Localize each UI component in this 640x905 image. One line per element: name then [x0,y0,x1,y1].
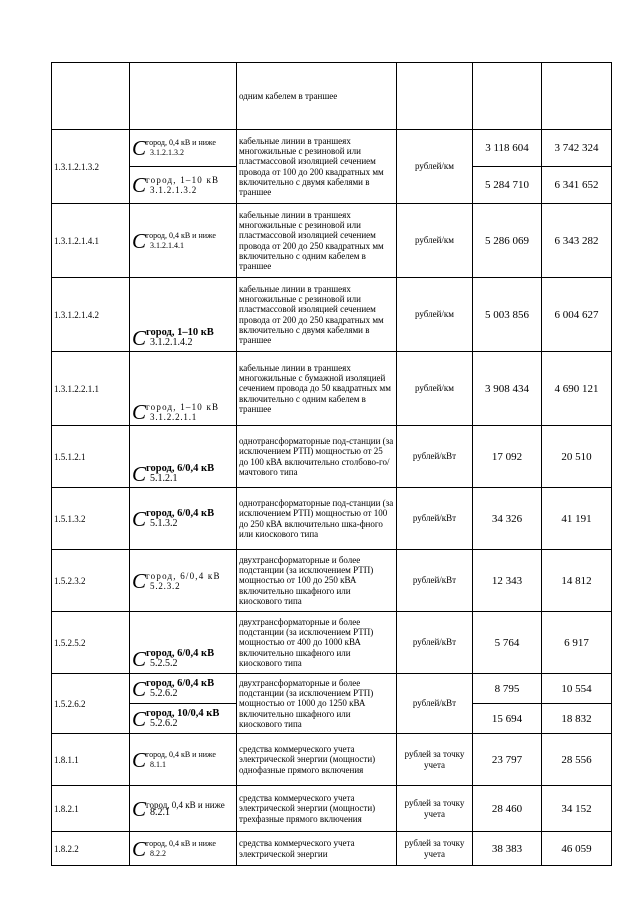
row-unit: рублей/кВт [397,550,473,612]
tariff-table [51,62,612,866]
row-value-1: 23 797 [473,734,542,786]
row-description: одним кабелем в траншее [237,63,397,130]
row-code: 1.8.2.2 [52,832,130,866]
row-value-2: 6 343 282 [542,204,612,278]
row-code: 1.3.1.2.1.4.2 [52,278,130,352]
row-value-1: 38 383 [473,832,542,866]
row-value-1: 5 286 069 [473,204,542,278]
row-value-2: 4 690 121 [542,352,612,426]
row-unit: рублей/кВт [397,612,473,674]
row-value-2: 28 556 [542,734,612,786]
rate-symbol: С город, 1–10 кВ 3.1.2.2.1.1 [130,352,237,426]
table-row [52,63,612,130]
rate-symbol: С город, 10/0,4 кВ 5.2.6.2 [130,704,237,734]
rate-symbol: С город, 1–10 кВ 3.1.2.1.4.2 [130,278,237,352]
rate-symbol: С город, 0,4 кВ и ниже 3.1.2.1.3.2 [130,130,237,167]
row-code: 1.5.1.3.2 [52,488,130,550]
table-row [52,786,612,832]
table-row [52,734,612,786]
row-unit: рублей за точку учета [397,734,473,786]
rate-symbol: С город, 1–10 кВ 3.1.2.1.3.2 [130,167,237,204]
rate-symbol: С город, 6/0,4 кВ 5.2.3.2 [130,550,237,612]
row-value-1: 12 343 [473,550,542,612]
rate-symbol: С город, 0,4 кВ и ниже 8.2.1 [130,786,237,832]
row-code: 1.8.1.1 [52,734,130,786]
row-unit: рублей/кВт [397,674,473,734]
row-code: 1.5.1.2.1 [52,426,130,488]
row-value-2: 14 812 [542,550,612,612]
row-description: двухтрансформаторные и более подстанции (за исключением РТП) мощностью от 100 до 250 кВА включительно шкафного или киоскового типа [237,550,397,612]
row-unit: рублей/км [397,278,473,352]
table-row [52,612,612,674]
row-code: 1.3.1.2.1.4.1 [52,204,130,278]
row-value-1: 34 326 [473,488,542,550]
row-description: кабельные линии в траншеях многожильные с резиновой или пластмассовой изоляцией сечением провода от 200 до 250 квадратных мм включительно с двумя кабелями в траншее [237,278,397,352]
row-value-1: 28 460 [473,786,542,832]
row-value-1: 3 908 434 [473,352,542,426]
row-value-2: 6 004 627 [542,278,612,352]
row-value-1: 5 764 [473,612,542,674]
row-unit [397,63,473,130]
row-description: двухтрансформаторные и более подстанции (за исключением РТП) мощностью от 400 до 1000 кВА включительно шкафного или киоскового типа [237,612,397,674]
row-unit: рублей за точку учета [397,786,473,832]
row-value-1: 17 092 [473,426,542,488]
row-value-1: 8 795 [473,674,542,704]
row-value-2: 20 510 [542,426,612,488]
rate-symbol: С город, 0,4 кВ и ниже 3.1.2.1.4.1 [130,204,237,278]
row-value-2: 18 832 [542,704,612,734]
row-description: кабельные линии в траншеях многожильные с резиновой или пластмассовой изоляцией сечением провода от 100 до 200 квадратных мм включительно с двумя кабелями в траншее [237,130,397,204]
row-code [52,63,130,130]
row-description: средства коммерческого учета электрической энергии (мощности) трехфазные прямого включения [237,786,397,832]
table-row [52,550,612,612]
row-unit: рублей за точку учета [397,832,473,866]
row-unit: рублей/км [397,352,473,426]
row-description: кабельные линии в траншеях многожильные с бумажной изоляцией сечением провода до 50 квадратных мм включительно с одним кабелем в траншее [237,352,397,426]
row-value-1: 5 284 710 [473,167,542,204]
row-value-1 [473,63,542,130]
row-value-2: 46 059 [542,832,612,866]
row-value-2: 10 554 [542,674,612,704]
table-row [52,674,612,704]
table-row [52,204,612,278]
row-value-1: 5 003 856 [473,278,542,352]
row-description: однотрансформаторные под-станции (за исключением РТП) мощностью от 25 до 100 кВА включительно столбово-го/мачтового типа [237,426,397,488]
table-row [52,278,612,352]
row-value-1: 3 118 604 [473,130,542,167]
row-code: 1.3.1.2.1.3.2 [52,130,130,204]
row-value-2 [542,63,612,130]
rate-symbol: С город, 6/0,4 кВ 5.1.3.2 [130,488,237,550]
table-row [52,488,612,550]
table-row [52,426,612,488]
row-code: 1.3.1.2.2.1.1 [52,352,130,426]
rate-symbol: С город, 6/0,4 кВ 5.2.5.2 [130,612,237,674]
table-row [52,130,612,167]
table-row [52,352,612,426]
row-code: 1.5.2.6.2 [52,674,130,734]
row-unit: рублей/км [397,130,473,204]
rate-symbol [130,63,237,130]
row-code: 1.5.2.3.2 [52,550,130,612]
row-value-2: 6 341 652 [542,167,612,204]
row-unit: рублей/кВт [397,426,473,488]
row-value-2: 3 742 324 [542,130,612,167]
row-value-1: 15 694 [473,704,542,734]
rate-symbol: С город, 0,4 кВ и ниже 8.1.1 [130,734,237,786]
row-code: 1.8.2.1 [52,786,130,832]
row-description: средства коммерческого учета электрической энергии [237,832,397,866]
row-value-2: 34 152 [542,786,612,832]
row-description: однотрансформаторные под-станции (за исключением РТП) мощностью от 100 до 250 кВА включительно шка-фного или киоскового типа [237,488,397,550]
rate-symbol: С город, 0,4 кВ и ниже 8.2.2 [130,832,237,866]
row-unit: рублей/км [397,204,473,278]
rate-symbol: С город, 6/0,4 кВ 5.1.2.1 [130,426,237,488]
row-value-2: 6 917 [542,612,612,674]
row-description: средства коммерческого учета электрической энергии (мощности) однофазные прямого включения [237,734,397,786]
row-description: двухтрансформаторные и более подстанции (за исключением РТП) мощностью от 1000 до 1250 кВА включительно шкафного или киоскового типа [237,674,397,734]
table-row [52,832,612,866]
rate-symbol: С город, 6/0,4 кВ 5.2.6.2 [130,674,237,704]
row-description: кабельные линии в траншеях многожильные с резиновой или пластмассовой изоляцией сечением провода от 200 до 250 квадратных мм включительно с одним кабелем в траншее [237,204,397,278]
row-unit: рублей/кВт [397,488,473,550]
row-code: 1.5.2.5.2 [52,612,130,674]
row-value-2: 41 191 [542,488,612,550]
